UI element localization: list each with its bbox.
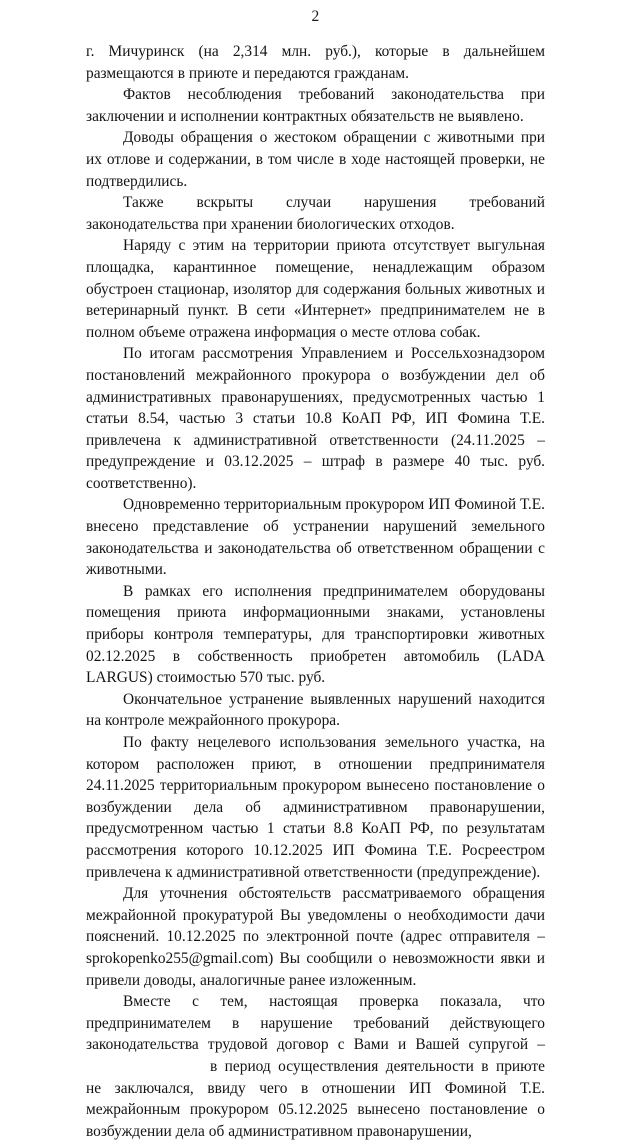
paragraph: По итогам рассмотрения Управлением и Россельхознадзором постановлений межрайонного прокурора о возбуждении дел об административных правонарушениях, предусмотренных частью 1 статьи 8.54, частью 3 статьи 10.8 КоАП РФ, ИП Фомина Т.Е. привлечена к административной ответственности (24.11.2025 – предупреждение и 03.12.2025 – штраф в размере 40 тыс. руб. соответственно). [86,345,545,492]
paragraph: Фактов несоблюдения требований законодательства при заключении и исполнении контрактных обязательств не выявлено. [86,86,545,125]
paragraph: Доводы обращения о жестоком обращении с животными при их отлове и содержании, в том числе в ходе настоящей проверки, не подтвердились. [86,129,545,190]
paragraph-text-before-redaction: Вместе с тем, настоящая проверка показала, что предпринимателем в нарушение требований действующего законодательства трудовой договор с Вами и Вашей супругой – [86,993,545,1054]
paragraph: Для уточнения обстоятельств рассматриваемого обращения межрайонной прокуратурой Вы уведомлены о необходимости дачи пояснений. 10.12.2025 по электронной почте (адрес отправителя – sprokopenko255@gmail.com) Вы сообщили о невозможности явки и привели доводы, аналогичные ранее изложенным. [86,885,545,989]
page-number: 2 [311,8,320,25]
paragraph-text-after-redaction: в период осуществления деятельности в приюте не заключался, ввиду чего в отношении ИП Фоминой Т.Е. межрайонным прокурором 05.12.2025 вынесено постановление о возбуждении дела об административном правонарушении, [86,1057,545,1140]
paragraph: Наряду с этим на территории приюта отсутствует выгульная площадка, карантинное помещение, ненадлежащим образом обустроен стационар, изолятор для содержания больных животных и ветеринарный пункт. В сети «Интернет» предпринимателем не в полном объеме отражена информация о месте отлова собак. [86,237,545,341]
paragraph: Также вскрыты случаи нарушения требований законодательства при хранении биологических отходов. [86,194,545,233]
paragraph: г. Мичуринск (на 2,314 млн. руб.), которые в дальнейшем размещаются в приюте и передаются гражданам. [86,43,545,82]
paragraph: По факту нецелевого использования земельного участка, на котором расположен приют, в отношении предпринимателя 24.11.2025 территориальным прокурором вынесено постановление о возбуждении дела об административном правонарушении, предусмотренном частью 1 статьи 8.8 КоАП РФ, по результатам рассмотрения которого 10.12.2025 ИП Фомина Т.Е. Росреестром привлечена к административной ответственности (предупреждение). [86,734,545,881]
paragraph-redacted [86,991,545,1142]
document-body [86,41,545,1142]
paragraph: Одновременно территориальным прокурором ИП Фоминой Т.Е. внесено представление об устранении нарушений земельного законодательства и законодательства об ответственном обращении с животными. [86,496,545,579]
paragraph: Окончательное устранение выявленных нарушений находится на контроле межрайонного прокурора. [86,690,545,730]
paragraph: В рамках его исполнения предпринимателем оборудованы помещения приюта информационными знаками, установлены приборы контроля температуры, для транспортировки животных 02.12.2025 в собственность приобретен автомобиль (LADA LARGUS) стоимостью 570 тыс. руб. [86,582,545,687]
